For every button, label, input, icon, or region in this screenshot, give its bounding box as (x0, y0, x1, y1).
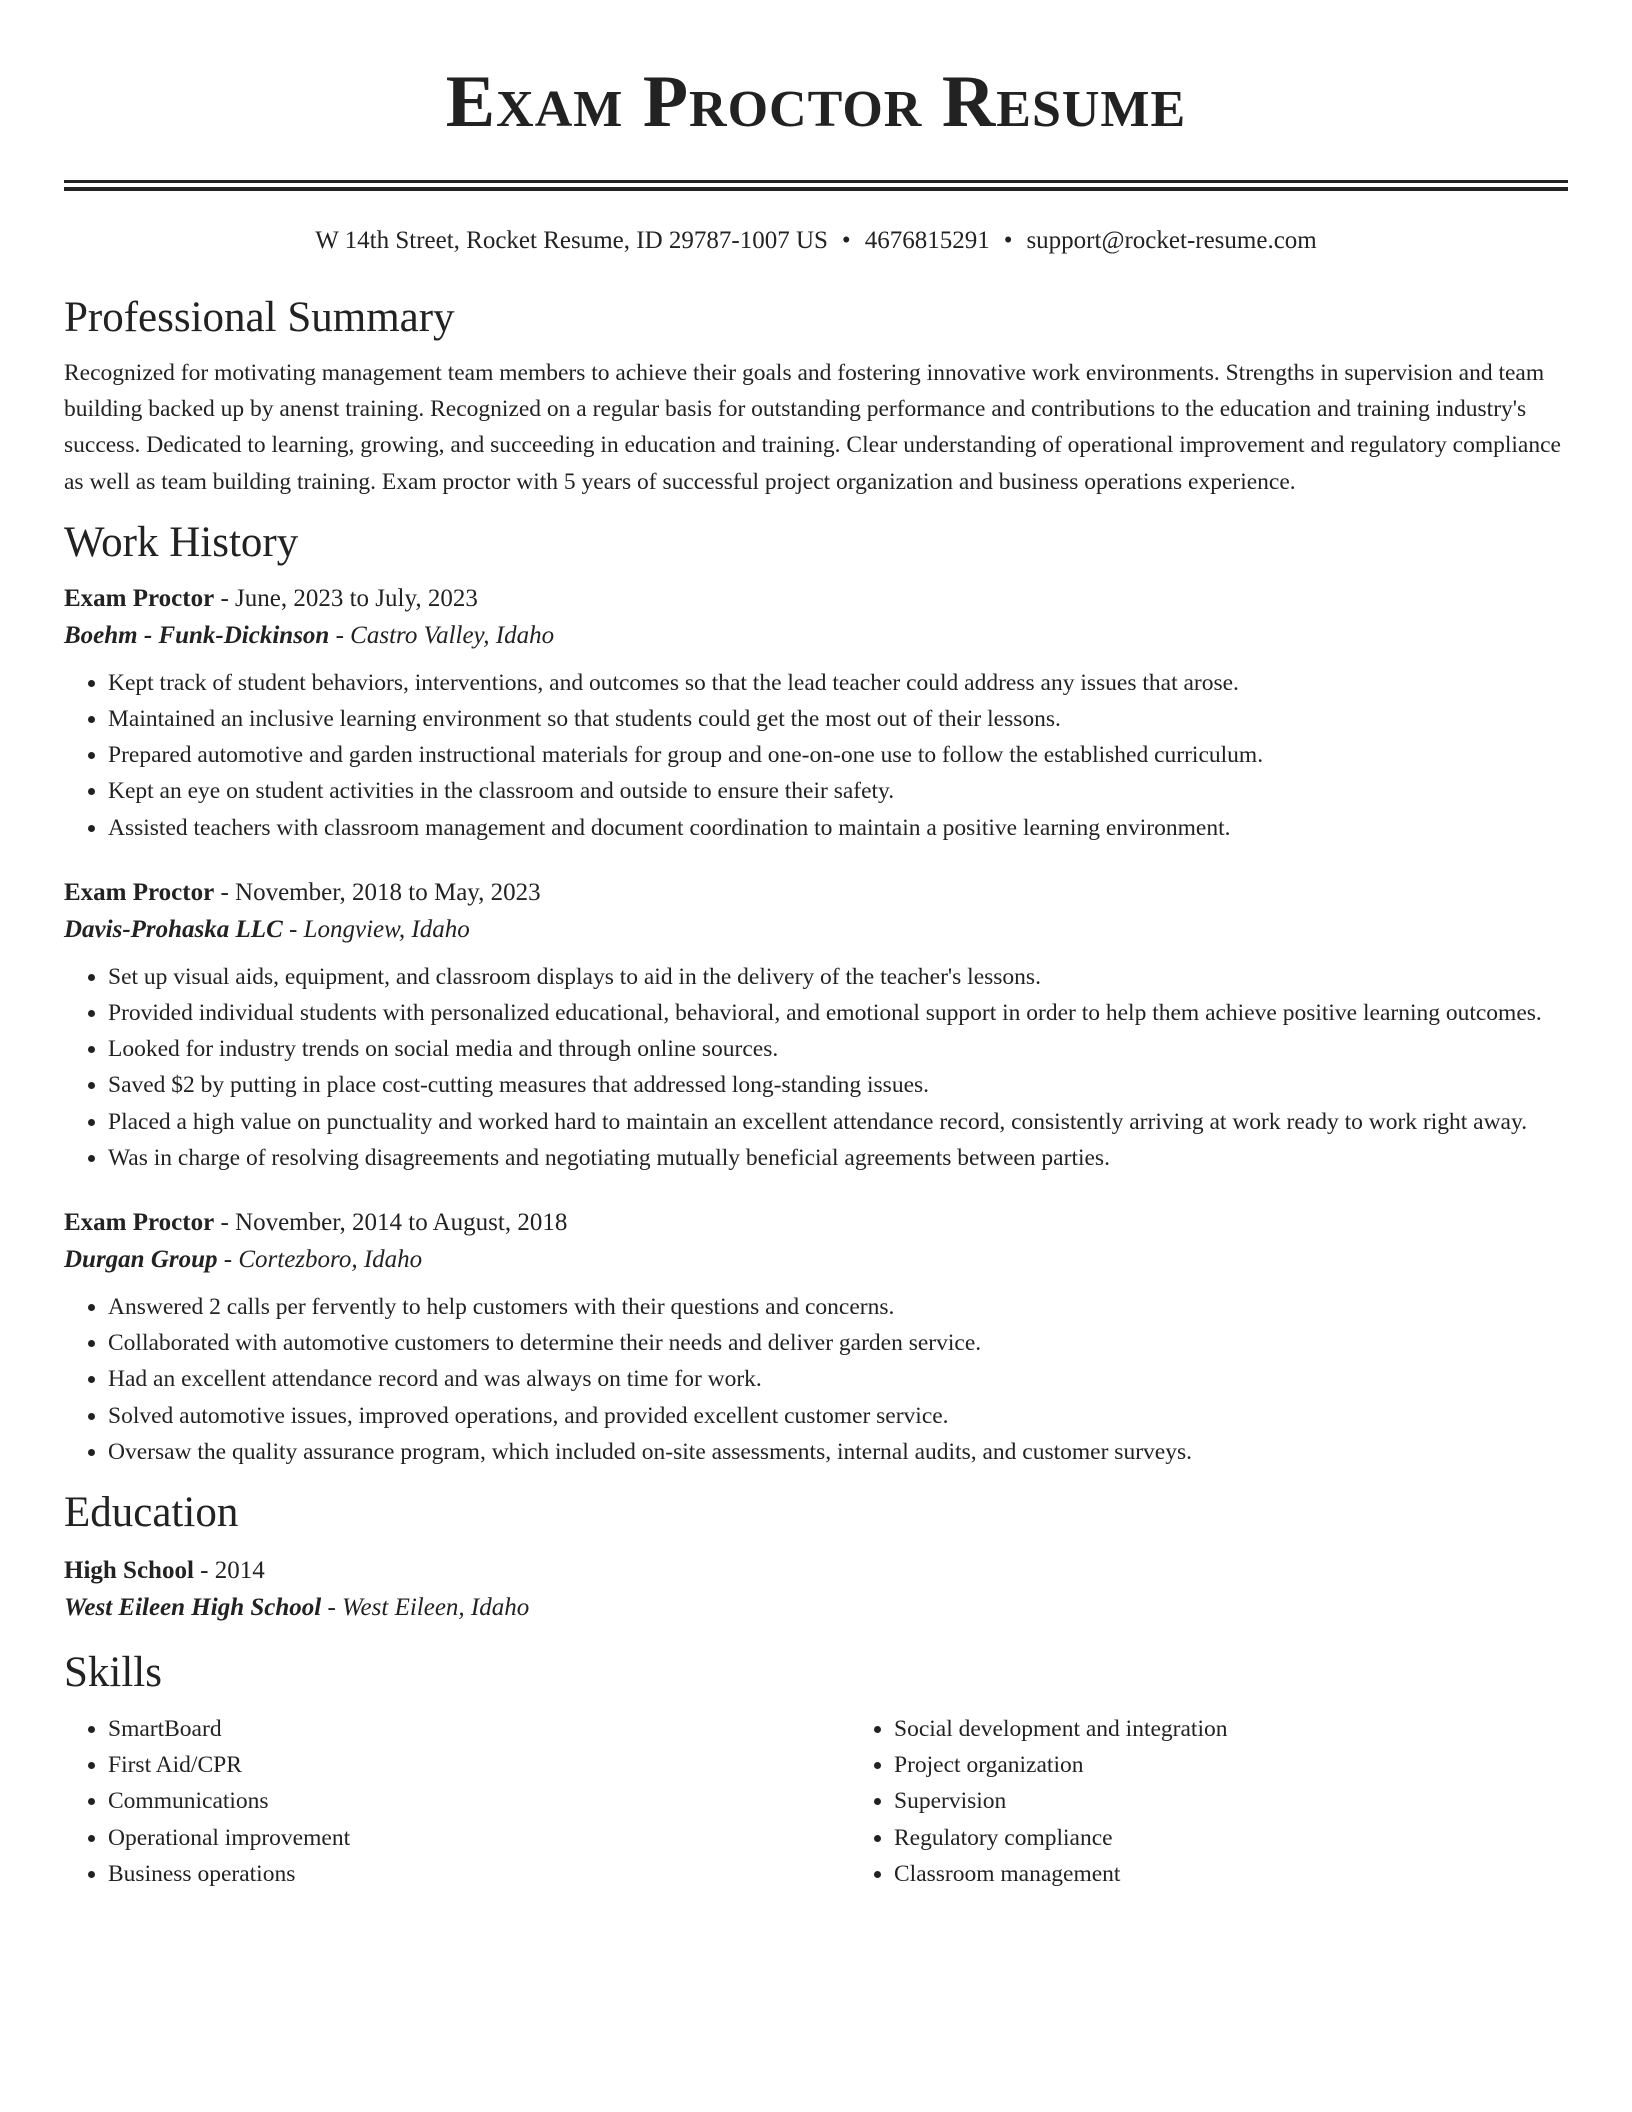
job-duty: • Solved automotive issues, improved operations, and provided excellent customer service. (108, 1398, 1568, 1434)
job-title-line (64, 1205, 1568, 1241)
job-duty: • Had an excellent attendance record and was always on time for work. (108, 1361, 1568, 1397)
school-line (64, 1589, 1568, 1627)
job-duty: • Saved $2 by putting in place cost-cutting measures that addressed long-standing issues. (108, 1067, 1568, 1103)
job-duty: • Was in charge of resolving disagreements and negotiating mutually beneficial agreements between parties. (108, 1140, 1568, 1176)
job-dates: - June, 2023 to July, 2023 (214, 584, 478, 612)
job-title: Exam Proctor (64, 584, 215, 612)
education-heading: Education (64, 1489, 239, 1537)
job-duties (64, 959, 1568, 1176)
job-duty: • Prepared automotive and garden instructional materials for group and one-on-one use to follow the established curriculum. (108, 737, 1568, 773)
job-duties (64, 1289, 1568, 1470)
title-divider (64, 180, 1568, 183)
skill-item: • Project organization (894, 1747, 1568, 1783)
job-dates: - November, 2014 to August, 2018 (214, 1209, 568, 1237)
skill-item: • Business operations (108, 1856, 850, 1892)
skills-list-left (64, 1711, 850, 1892)
job-dates: - November, 2018 to May, 2023 (214, 878, 541, 906)
contact-separator: • (841, 227, 851, 254)
job-company-line (64, 911, 1568, 949)
job-duty: • Collaborated with automotive customers to determine their needs and deliver garden service. (108, 1325, 1568, 1361)
job-duty: • Oversaw the quality assurance program, which included on-site assessments, internal audits, and customer surveys. (108, 1434, 1568, 1470)
job-duties (64, 665, 1568, 846)
job-company: Durgan Group (64, 1246, 218, 1274)
job-duty: • Provided individual students with personalized educational, behavioral, and emotional support in order to help them achieve positive learning outcomes. (108, 995, 1568, 1031)
job-entry (64, 581, 1568, 846)
skill-item: • Communications (108, 1783, 850, 1819)
job-duty: • Set up visual aids, equipment, and classroom displays to aid in the delivery of the teacher's lessons. (108, 959, 1568, 995)
job-location: - Longview, Idaho (282, 915, 470, 943)
job-duty: • Answered 2 calls per fervently to help customers with their questions and concerns. (108, 1289, 1568, 1325)
contact-line (64, 224, 1568, 258)
skill-item: • First Aid/CPR (108, 1747, 850, 1783)
skill-item: • Operational improvement (108, 1820, 850, 1856)
skill-item: • Social development and integration (894, 1711, 1568, 1747)
job-entry (64, 1205, 1568, 1470)
job-duty: • Kept track of student behaviors, interventions, and outcomes so that the lead teacher could address any issues that arose. (108, 665, 1568, 701)
skill-item: • Supervision (894, 1783, 1568, 1819)
job-company: Davis-Prohaska LLC (64, 915, 283, 943)
job-duty: • Assisted teachers with classroom management and document coordination to maintain a positive learning environment. (108, 810, 1568, 846)
job-title-line (64, 875, 1568, 911)
contact-email: support@rocket-resume.com (1026, 227, 1317, 254)
job-duty: • Placed a high value on punctuality and worked hard to maintain an excellent attendance record, consistently arriving at work ready to work right away. (108, 1104, 1568, 1140)
school-name: West Eileen High School (64, 1594, 322, 1622)
work-history-heading: Work History (64, 518, 299, 566)
skill-item: • SmartBoard (108, 1711, 850, 1747)
summary-heading: Professional Summary (64, 294, 455, 341)
school-location: - West Eileen, Idaho (321, 1594, 530, 1622)
job-location: - Cortezboro, Idaho (217, 1246, 423, 1274)
skills-columns (64, 1711, 1568, 1892)
education-entry (64, 1553, 1568, 1627)
job-title: Exam Proctor (64, 1209, 215, 1237)
job-company: Boehm - Funk-Dickinson (64, 621, 330, 649)
summary-text: Recognized for motivating management team members to achieve their goals and fostering innovative work environments. Strengths in supervision and team building backed up by anenst training. Recognized on a regular basis for outstanding performance and contributions to the education and training industry's success. Dedicated to learning, growing, and succeeding in education and training. Clear understanding of operational improvement and regulatory compliance as well as team building training. Exam proctor with 5 years of successful project organization and business operations experience. (64, 360, 1561, 495)
skill-item: • Classroom management (894, 1856, 1568, 1892)
job-duty: • Maintained an inclusive learning environment so that students could get the most out of their lessons. (108, 701, 1568, 737)
contact-separator: • (1003, 227, 1013, 254)
job-title: Exam Proctor (64, 878, 215, 906)
job-company-line (64, 1241, 1568, 1279)
skills-heading: Skills (64, 1649, 162, 1697)
skills-list-right (850, 1711, 1568, 1892)
contact-address: W 14th Street, Rocket Resume, ID 29787-1007 US (315, 227, 828, 254)
job-location: - Castro Valley, Idaho (329, 621, 555, 649)
job-duty: • Kept an eye on student activities in the classroom and outside to ensure their safety. (108, 773, 1568, 809)
degree-line (64, 1553, 1568, 1589)
degree: High School (64, 1557, 194, 1585)
resume-title: Exam Proctor Resume (445, 61, 1187, 143)
job-duty: • Looked for industry trends on social media and through online sources. (108, 1031, 1568, 1067)
job-entry (64, 875, 1568, 1176)
skill-item: • Regulatory compliance (894, 1820, 1568, 1856)
graduation-year: - 2014 (193, 1557, 265, 1585)
job-company-line (64, 617, 1568, 655)
contact-phone: 4676815291 (864, 227, 990, 254)
job-title-line (64, 581, 1568, 617)
